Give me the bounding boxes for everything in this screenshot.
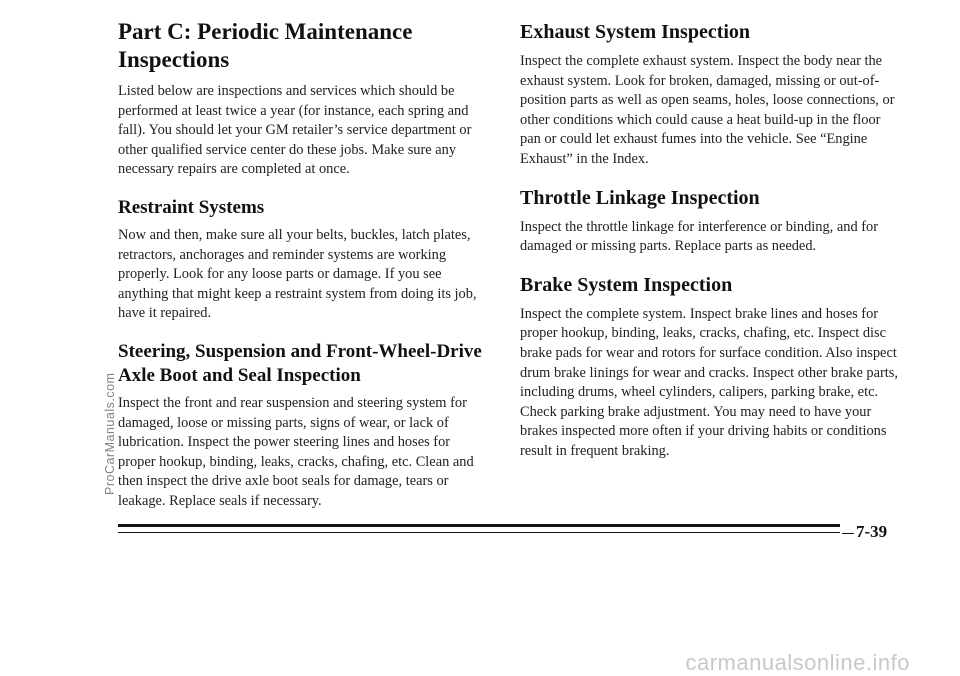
left-column <box>118 16 490 528</box>
footer-rule-thick <box>118 524 840 527</box>
page-number: 7-39 <box>856 522 888 541</box>
steering-suspension-body: Inspect the front and rear suspension and steering system for damaged, loose or missing parts, signs of wear, or lack of lubrication. Inspect the power steering lines and hoses for proper hookup, binding, leaks, cracks, chafing, etc. Clean and then inspect the drive axle boot seals for damage, tears or leakage. Replace seals if necessary. <box>118 394 474 509</box>
footer-rule-end <box>842 533 854 534</box>
right-column <box>520 16 900 478</box>
brake-system-body: Inspect the complete system. Inspect brake lines and hoses for proper hookup, binding, leaks, cracks, chafing, etc. Inspect disc brake pads for wear and rotors for surface condition. Also inspect drum brake linings for wear and cracks. Inspect other brake parts, including drums, wheel cylinders, calipers, parking brake, etc. Check parking brake adjustment. You may need to have your brakes inspected more often if your driving habits or conditions result in frequent braking. <box>520 305 899 459</box>
restraint-systems-heading: Restraint Systems <box>118 196 265 218</box>
exhaust-system-heading: Exhaust System Inspection <box>520 21 751 43</box>
side-watermark: ProCarManuals.com <box>103 372 117 495</box>
page-title: Part C: Periodic Maintenance Inspections <box>118 19 413 72</box>
restraint-systems-body: Now and then, make sure all your belts, buckles, latch plates, retractors, anchorages and reminder systems are working properly. Look for any loose parts or damage. If you see anything that might keep a restraint system from doing its job, have it repaired. <box>118 226 477 322</box>
throttle-linkage-heading: Throttle Linkage Inspection <box>520 186 760 209</box>
throttle-linkage-body: Inspect the throttle linkage for interference or binding, and for damaged or missing parts. Replace parts as needed. <box>520 218 879 255</box>
footer-rule-thin <box>118 532 840 533</box>
intro-paragraph: Listed below are inspections and services which should be performed at least twice a year (for instance, each spring and fall). You should let your GM retailer’s service department or other qualified service center do these jobs. Make sure any necessary repairs are completed at once. <box>118 83 472 178</box>
brake-system-heading: Brake System Inspection <box>520 273 733 296</box>
footer-watermark: carmanualsonline.info <box>685 650 910 675</box>
steering-suspension-heading: Steering, Suspension and Front-Wheel-Drive Axle Boot and Seal Inspection <box>118 340 482 386</box>
exhaust-system-body: Inspect the complete exhaust system. Inspect the body near the exhaust system. Look for broken, damaged, missing or out-of-position parts as well as open seams, holes, loose connections, or other conditions which could cause a heat build-up in the floor pan or could let exhaust fumes into the vehicle. See “Engine Exhaust” in the Index. <box>520 53 895 167</box>
